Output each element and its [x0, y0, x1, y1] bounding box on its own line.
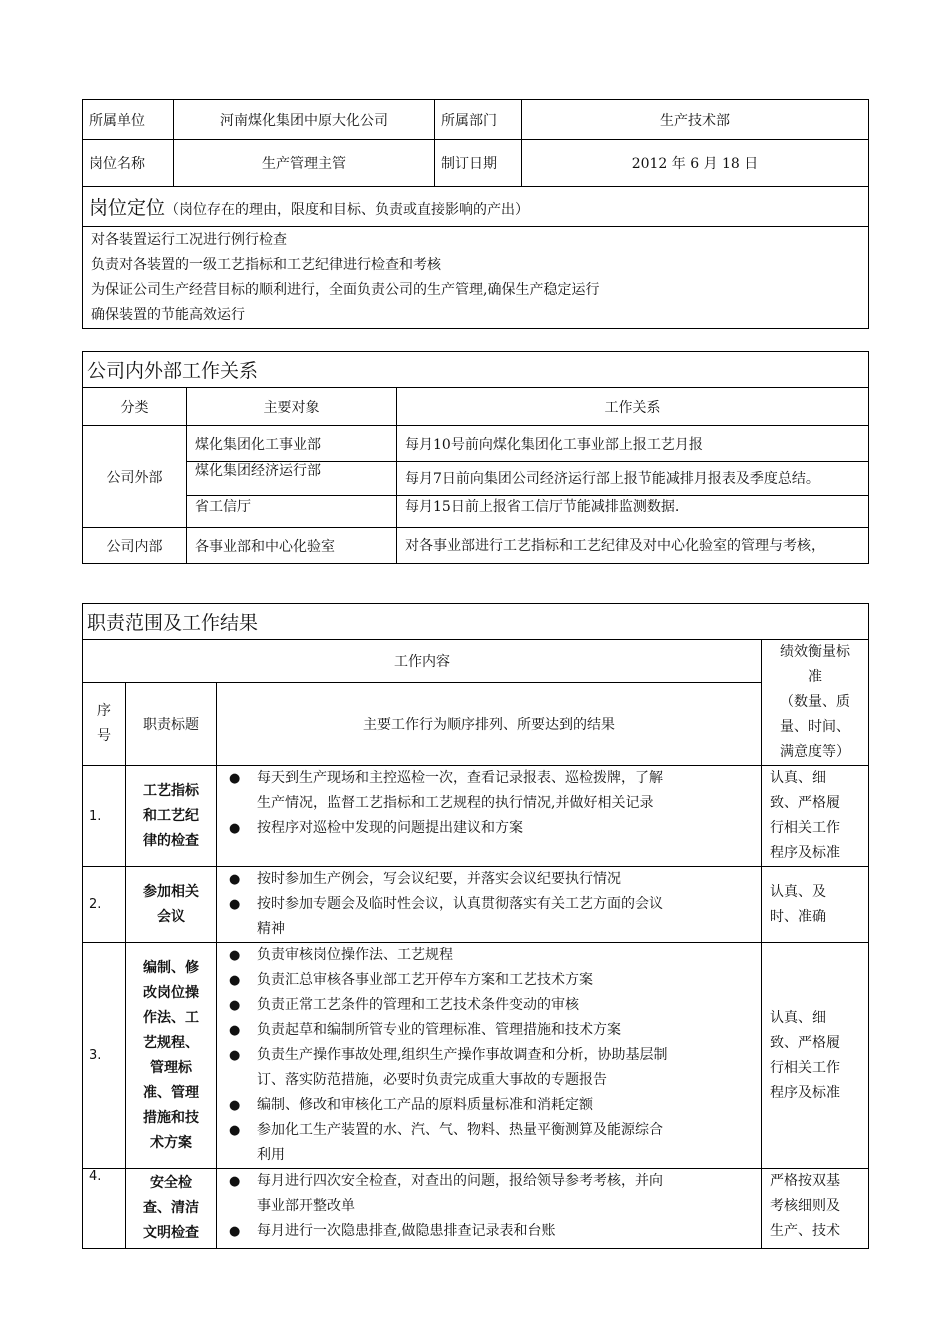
duty-title-line: 工艺指标 [143, 782, 199, 799]
duty-item [223, 1219, 755, 1244]
unit-label: 所属单位 [83, 100, 174, 140]
main-header: 主要工作行为顺序排列、所要达到的结果 [217, 682, 762, 765]
bullet-icon: ● [229, 897, 241, 912]
relation-desc: 每月7日前向集团公司经济运行部上报节能减排月报表及季度总结。 [397, 462, 869, 496]
duty-item-line: 负责审核岗位操作法、工艺规程 [257, 947, 453, 963]
duty-item-line: 事业部开整改单 [257, 1198, 355, 1214]
metric-line: 认真、细 [770, 1009, 826, 1026]
duty-title-line: 管理标 [150, 1059, 192, 1076]
positioning-line: 为保证公司生产经营目标的顺利进行，全面负责公司的生产管理,确保生产稳定运行 [91, 281, 600, 298]
metric-header-line: 准 [808, 669, 822, 685]
internal-label: 公司内部 [83, 528, 187, 564]
bullet-icon: ● [229, 973, 241, 988]
bullet-icon: ● [229, 872, 241, 887]
date-label: 制订日期 [435, 140, 522, 187]
duty-title-line: 参加相关 [143, 883, 199, 900]
duty-title-line: 作法、工 [143, 1009, 199, 1026]
positioning-line: 对各装置运行工况进行例行检查 [91, 231, 287, 248]
duty-item-line: 参加化工生产装置的水、汽、气、物料、热量平衡测算及能源综合 [257, 1122, 663, 1138]
duty-title-line: 查、清洁 [143, 1200, 199, 1216]
relations-col-object: 主要对象 [187, 388, 397, 426]
duty-metric [762, 867, 869, 943]
seq-header-line: 号 [97, 727, 111, 744]
duty-title-line: 术方案 [150, 1134, 192, 1151]
metric-line: 行相关工作 [770, 1059, 840, 1076]
bullet-icon: ● [229, 1048, 241, 1063]
duty-title-line: 会议 [157, 908, 185, 925]
duty-item-line: 生产情况，监督工艺指标和工艺规程的执行情况,并做好相关记录 [257, 795, 654, 811]
metric-line: 程序及标准 [770, 845, 840, 861]
duty-item [223, 1018, 755, 1043]
date-value: 2012 年 6 月 18 日 [522, 140, 869, 187]
duty-title-line: 和工艺纪 [143, 807, 199, 824]
duty-title-line: 准、管理 [143, 1084, 199, 1101]
relations-title: 公司内外部工作关系 [83, 352, 869, 388]
relation-object: 各事业部和中心化验室 [187, 528, 397, 564]
metric-line: 认真、细 [770, 770, 826, 786]
duty-title-line: 编制、修 [143, 959, 199, 976]
duty-item [223, 867, 755, 892]
duty-metric [762, 1169, 869, 1249]
duty-item-line: 负责起草和编制所管专业的管理标准、管理措施和技术方案 [257, 1022, 621, 1038]
duty-item-line: 利用 [257, 1147, 285, 1163]
duty-item [223, 1169, 755, 1219]
duty-title [126, 766, 217, 867]
relations-col-relation: 工作关系 [397, 388, 869, 426]
bullet-icon: ● [229, 1023, 241, 1038]
external-label: 公司外部 [83, 426, 187, 528]
metric-line: 考核细则及 [770, 1198, 840, 1214]
duty-items [217, 943, 762, 1169]
bullet-icon: ● [229, 771, 241, 786]
dept-label: 所属部门 [435, 100, 522, 140]
duty-item [223, 1118, 755, 1168]
duties-title: 职责范围及工作结果 [83, 604, 869, 640]
positioning-title: 岗位定位 [89, 197, 166, 219]
metric-line: 认真、及 [770, 883, 826, 900]
metric-header-line: （数量、质 [780, 694, 850, 710]
duty-title [126, 1169, 217, 1249]
metric-header [762, 640, 869, 766]
relation-object: 煤化集团经济运行部 [187, 462, 397, 496]
duty-item-line: 负责汇总审核各事业部工艺开停车方案和工艺技术方案 [257, 972, 593, 988]
duty-item [223, 993, 755, 1018]
duties-table [82, 603, 869, 1249]
duty-title-line: 改岗位操 [143, 984, 199, 1001]
duty-title-line: 措施和技 [143, 1109, 199, 1126]
metric-line: 致、严格履 [770, 1034, 840, 1051]
duty-title-line: 文明检查 [143, 1225, 199, 1241]
relation-desc: 每月15日前上报省工信厅节能减排监测数据. [397, 496, 869, 528]
duty-item [223, 1093, 755, 1118]
bullet-icon: ● [229, 821, 241, 836]
metric-line: 致、严格履 [770, 795, 840, 811]
duty-title [126, 867, 217, 943]
duty-title-line: 安全检 [150, 1175, 192, 1191]
post-value: 生产管理主管 [174, 140, 435, 187]
metric-line: 行相关工作 [770, 820, 840, 836]
duty-item-line: 按时参加专题会及临时性会议，认真贯彻落实有关工艺方面的会议 [257, 896, 663, 912]
duty-item-line: 编制、修改和审核化工产品的原料质量标准和消耗定额 [257, 1097, 593, 1113]
duty-item [223, 968, 755, 993]
dept-value: 生产技术部 [522, 100, 869, 140]
seq-header [83, 682, 126, 765]
duty-no: 2. [83, 867, 126, 943]
duty-item-line: 每月进行四次安全检查，对查出的问题，报给领导参考考核，并向 [257, 1173, 663, 1189]
duty-item-line: 按程序对巡检中发现的问题提出建议和方案 [257, 820, 523, 836]
metric-header-line: 绩效衡量标 [780, 644, 850, 660]
metric-line: 严格按双基 [770, 1173, 840, 1189]
bullet-icon: ● [229, 1174, 241, 1189]
relation-desc: 对各事业部进行工艺指标和工艺纪律及对中心化验室的管理与考核， [397, 528, 869, 564]
duty-metric [762, 943, 869, 1169]
duty-item-line: 每月进行一次隐患排查,做隐患排查记录表和台账 [257, 1223, 556, 1239]
positioning-body [83, 227, 869, 329]
duty-no: 4. [83, 1169, 126, 1249]
positioning-subtitle: （岗位存在的理由，限度和目标、负责或直接影响的产出） [165, 202, 530, 218]
duty-item-line: 负责生产操作事故处理,组织生产操作事故调查和分析，协助基层制 [257, 1047, 668, 1063]
unit-value: 河南煤化集团中原大化公司 [174, 100, 435, 140]
duty-items [217, 766, 762, 867]
bullet-icon: ● [229, 1123, 241, 1138]
seq-header-line: 序 [97, 702, 111, 719]
duty-item-line: 按时参加生产例会，写会议纪要，并落实会议纪要执行情况 [257, 871, 621, 887]
duty-item [223, 816, 755, 841]
positioning-header [83, 187, 869, 227]
relation-object: 煤化集团化工事业部 [187, 426, 397, 462]
duty-no: 3. [83, 943, 126, 1169]
duty-title-line: 律的检查 [143, 832, 199, 849]
positioning-line: 负责对各装置的一级工艺指标和工艺纪律进行检查和考核 [91, 256, 441, 273]
metric-header-line: 满意度等） [780, 744, 850, 760]
relations-col-category: 分类 [83, 388, 187, 426]
duty-item [223, 943, 755, 968]
bullet-icon: ● [229, 948, 241, 963]
metric-line: 时、准确 [770, 908, 826, 925]
post-label: 岗位名称 [83, 140, 174, 187]
title-header: 职责标题 [126, 682, 217, 765]
bullet-icon: ● [229, 998, 241, 1013]
duty-item-line: 每天到生产现场和主控巡检一次，查看记录报表、巡检拨牌，了解 [257, 770, 663, 786]
duty-item-line: 订、落实防范措施，必要时负责完成重大事故的专题报告 [257, 1072, 607, 1088]
bullet-icon: ● [229, 1098, 241, 1113]
duty-item [223, 766, 755, 816]
relation-object: 省工信厅 [187, 496, 397, 528]
duty-title-line: 艺规程、 [143, 1034, 199, 1051]
duty-metric [762, 766, 869, 867]
duty-item [223, 1043, 755, 1093]
duty-item-line: 精神 [257, 921, 285, 937]
positioning-line: 确保装置的节能高效运行 [91, 306, 245, 323]
duty-title [126, 943, 217, 1169]
relations-table [82, 351, 869, 564]
bullet-icon: ● [229, 1224, 241, 1239]
metric-header-line: 量、时间、 [780, 719, 850, 735]
basic-info-table [82, 99, 869, 329]
duty-item [223, 892, 755, 942]
work-content-header: 工作内容 [83, 640, 762, 683]
duty-item-line: 负责正常工艺条件的管理和工艺技术条件变动的审核 [257, 997, 579, 1013]
relation-desc: 每月10号前向煤化集团化工事业部上报工艺月报 [397, 426, 869, 462]
metric-line: 生产、技术 [770, 1223, 840, 1239]
duty-items [217, 867, 762, 943]
metric-line: 程序及标准 [770, 1084, 840, 1101]
duty-items [217, 1169, 762, 1249]
duty-no: 1. [83, 766, 126, 867]
